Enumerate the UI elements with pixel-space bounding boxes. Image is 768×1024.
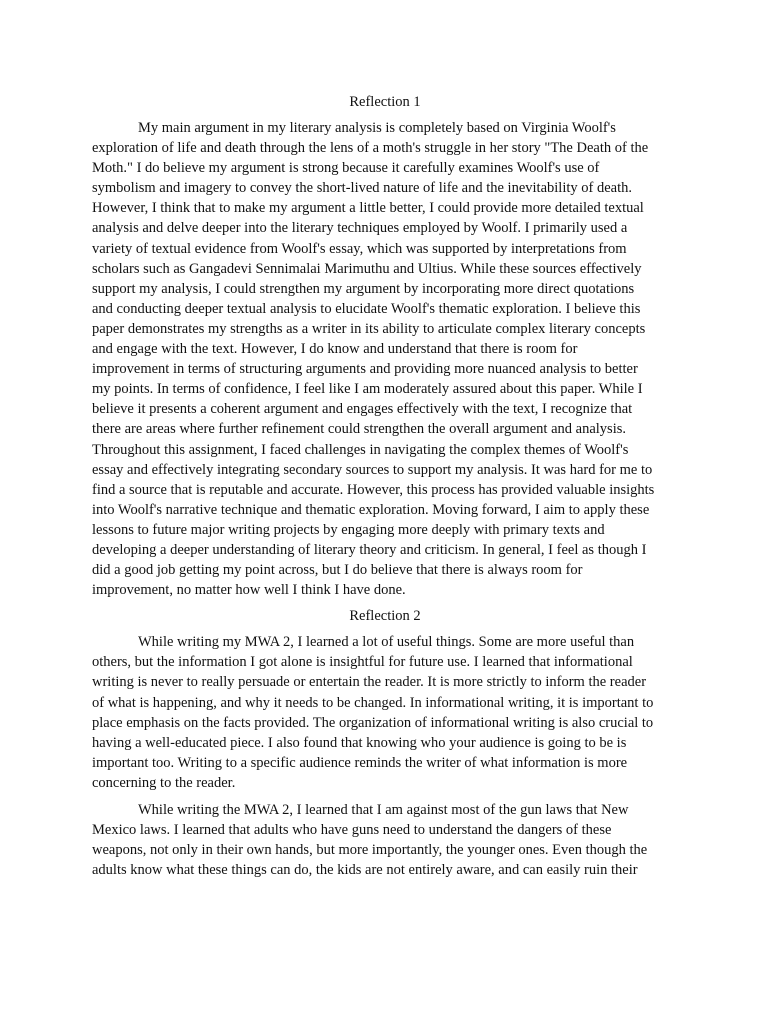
reflection-2-paragraph-2-line: While writing the MWA 2, I learned that I am against most of the gun laws that New (138, 802, 629, 818)
reflection-1-line: paper demonstrates my strengths as a writer in its ability to articulate complex literary concepts (92, 320, 646, 337)
reflection-1-line: Moth." I do believe my argument is strong because it carefully examines Woolf's use of (92, 160, 600, 177)
reflection-1-line: developing a deeper understanding of literary theory and criticism. In general, I feel as though I (92, 541, 647, 558)
document-page (92, 92, 678, 880)
reflection-2-paragraph-1-line: others, but the information I got alone is insightful for future use. I learned that informational (92, 654, 633, 671)
reflection-2-paragraph-1-line: having a well-educated piece. I also found that knowing who your audience is going to be is (92, 734, 627, 751)
reflection-2-paragraph-1-line: important too. Writing to a specific audience reminds the writer of what information is more (92, 754, 628, 771)
reflection-1-line: into Woolf's narrative technique and thematic exploration. Moving forward, I aim to apply these (92, 501, 650, 518)
reflection-1-line: believe it presents a coherent argument and engages effectively with the text, I recognize that (92, 401, 633, 418)
reflection-1-line: find a source that is reputable and accurate. However, this process has provided valuable insights (92, 481, 655, 498)
reflection-1-line: did a good job getting my point across, but I do believe that there is always room for (92, 562, 583, 579)
reflection-1-line: there are areas where further refinement could strengthen the overall argument and analysis. (92, 421, 626, 438)
reflection-1-title: Reflection 1 (349, 94, 421, 110)
reflection-1-line: analysis and delve deeper into the literary techniques employed by Woolf. I primarily used a (92, 220, 628, 237)
reflection-1-line: improvement in terms of structuring arguments and providing more nuanced analysis to better (92, 361, 638, 378)
reflection-1-line: However, I think that to make my argument a little better, I could provide more detailed textual (92, 200, 644, 217)
reflection-2-title: Reflection 2 (349, 608, 421, 625)
reflection-1-line: lessons to future major writing projects by engaging more deeply with primary texts and (92, 521, 605, 538)
reflection-2-paragraph-2-line: adults know what these things can do, the kids are not entirely aware, and can easily ruin their (92, 862, 638, 879)
reflection-1-line: and engage with the text. However, I do know and understand that there is room for (92, 341, 578, 358)
reflection-2-paragraph-2 (92, 800, 678, 880)
reflection-1-line: and conducting deeper textual analysis to elucidate Woolf's thematic exploration. I believe this (92, 300, 641, 317)
reflection-1-line: Throughout this assignment, I faced challenges in navigating the complex themes of Woolf's (92, 441, 629, 458)
reflection-1-line: scholars such as Gangadevi Sennimalai Marimuthu and Ultius. While these sources effectively (92, 260, 642, 277)
reflection-2-paragraph-1 (92, 632, 678, 793)
reflection-1-line: variety of textual evidence from Woolf's essay, which was supported by interpretations from (92, 240, 627, 257)
reflection-1-line: My main argument in my literary analysis is completely based on Virginia Woolf's (138, 120, 616, 136)
reflection-1-line: improvement, no matter how well I think I have done. (92, 582, 406, 599)
reflection-2-paragraph-1-line: of what is happening, and why it needs to be changed. In informational writing, it is important to (92, 694, 654, 711)
reflection-2-paragraph-2-line: Mexico laws. I learned that adults who have guns need to understand the dangers of these (92, 822, 612, 839)
reflection-2-paragraph-1-line: writing is never to really persuade or entertain the reader. It is more strictly to inform the reader (92, 674, 647, 691)
reflection-1-line: symbolism and imagery to convey the short-lived nature of life and the inevitability of death. (92, 180, 632, 197)
reflection-1-line: my points. In terms of confidence, I feel like I am moderately assured about this paper. While I (92, 381, 643, 398)
reflection-1-line: essay and effectively integrating secondary sources to support my analysis. It was hard for me to (92, 461, 653, 478)
reflection-2-paragraph-1-line: concerning to the reader. (92, 774, 236, 791)
reflection-1-line: support my analysis, I could strengthen my argument by incorporating more direct quotations (92, 280, 635, 297)
reflection-2-paragraph-1-line: While writing my MWA 2, I learned a lot of useful things. Some are more useful than (138, 634, 635, 651)
reflection-1-line: exploration of life and death through the lens of a moth's struggle in her story "The Death of the (92, 140, 649, 157)
reflection-2-paragraph-1-line: place emphasis on the facts provided. The organization of informational writing is also crucial to (92, 714, 654, 731)
reflection-1-paragraph (92, 118, 678, 600)
reflection-2-paragraph-2-line: weapons, not only in their own hands, but more importantly, the younger ones. Even though the (92, 842, 648, 859)
